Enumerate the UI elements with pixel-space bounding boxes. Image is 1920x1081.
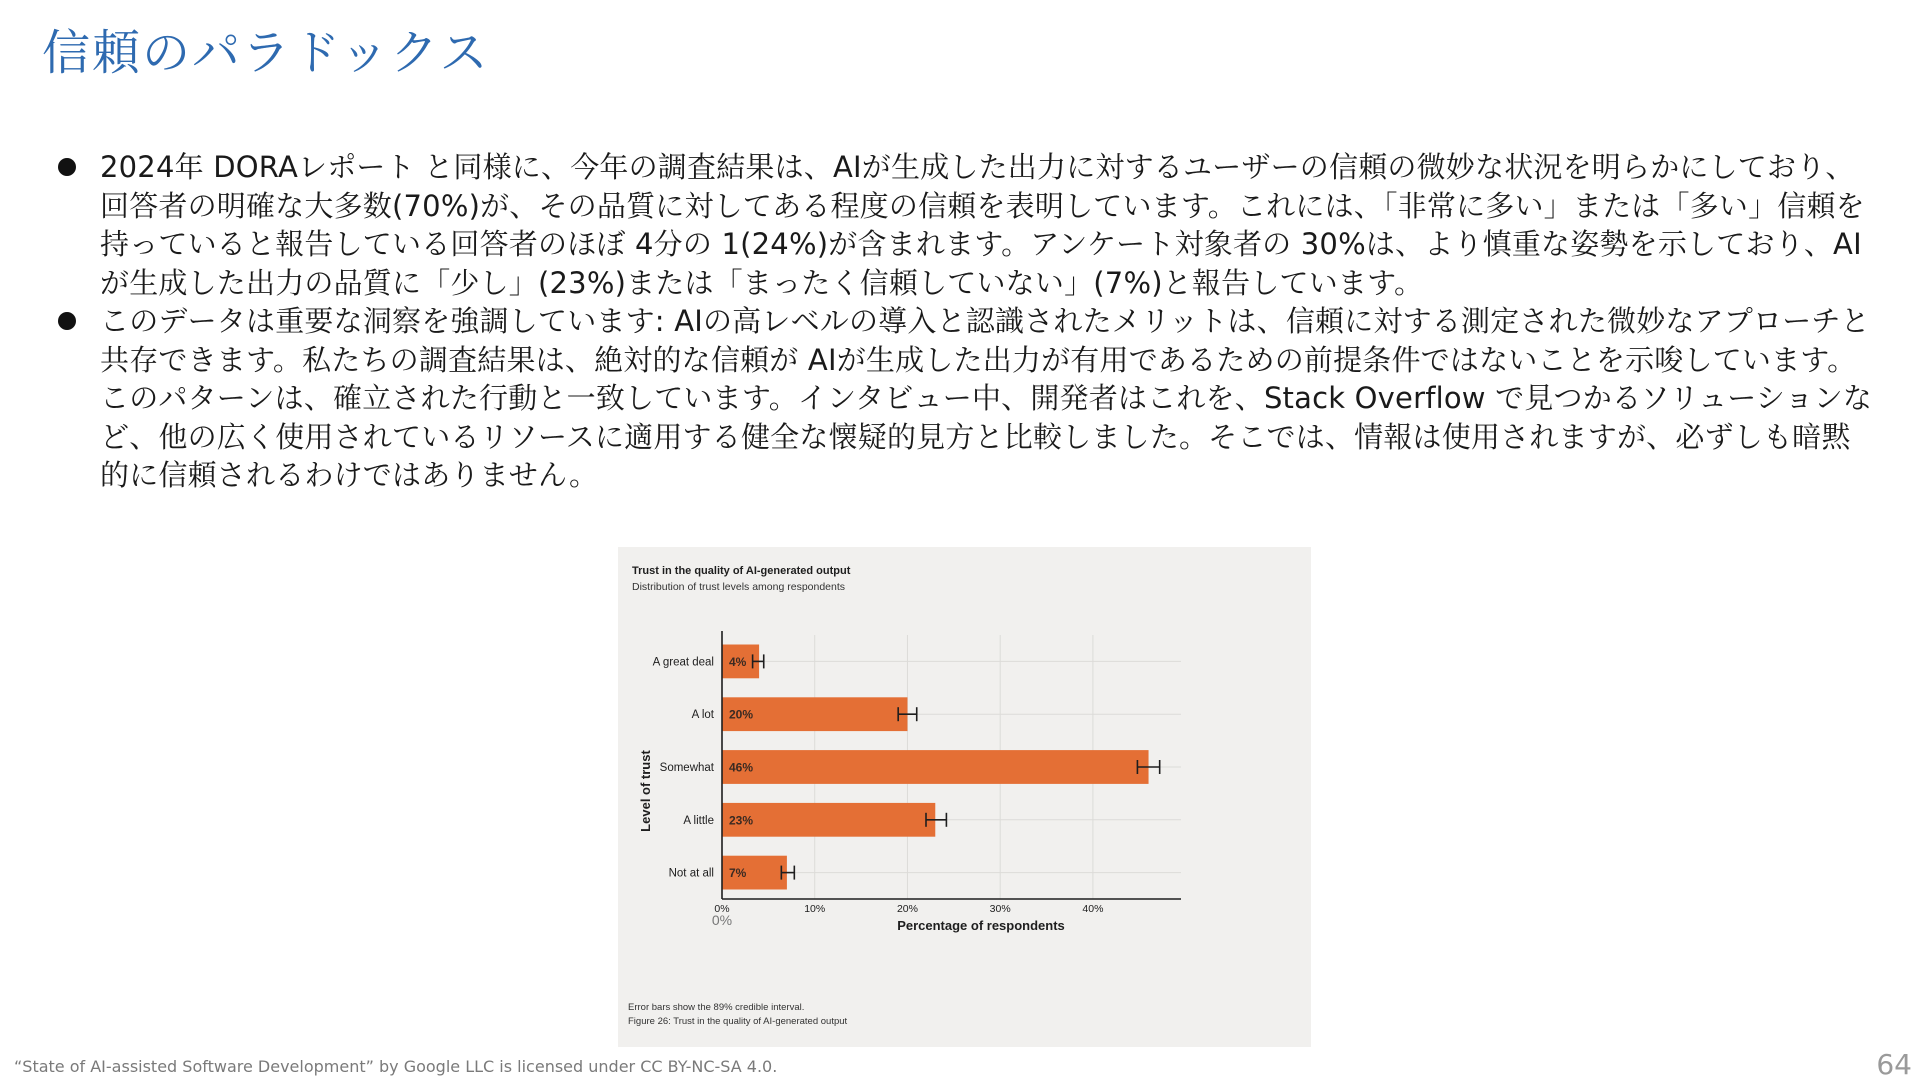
bar bbox=[722, 750, 1149, 784]
bullet-text: 2024年 DORAレポート と同様に、今年の調査結果は、AIが生成した出力に対するユーザーの信頼の微妙な状況を明らかにしており、回答者の明確な大多数(70%)が、その品質に対してある程度の信頼を表明しています。これには、「非常に多い」または「多い」信頼を持っていると報告している回答者のほぼ 4分の 1(24%)が含まれます。アンケート対象者の 30%は、より慎重な姿勢を示しており、AIが生成した出力の品質に「少し」(23%)または「まったく信頼していない」(7%)と報告しています。 bbox=[100, 150, 1865, 300]
x-axis-label: Percentage of respondents bbox=[897, 918, 1065, 933]
category-label: A great deal bbox=[652, 656, 714, 669]
x-tick-label: 30% bbox=[989, 903, 1011, 915]
x-tick-label: 20% bbox=[896, 903, 918, 915]
x-tick-label: 0% bbox=[714, 903, 730, 915]
bullet-text: このデータは重要な洞察を強調しています: AIの高レベルの導入と認識されたメリットは、信頼に対する測定された微妙なアプローチと共存できます。私たちの調査結果は、絶対的な信頼が AIが生成した出力が有用であるための前提条件ではないことを示唆しています。このパターンは、確立された行動と一致しています。インタビュー中、開発者はこれを、Stack Overflow で見つかるソリューションなど、他の広く使用されているリソースに適用する健全な懐疑的見方と比較しました。そこでは、情報は使用されますが、必ずしも暗黙的に信頼されるわけではありません。 bbox=[100, 304, 1873, 492]
bar bbox=[722, 803, 935, 837]
chart-footnote: Error bars show the 89% credible interval. bbox=[628, 1002, 805, 1013]
chart-panel bbox=[618, 547, 1311, 1047]
bar-value-label: 23% bbox=[729, 813, 754, 828]
bullet-dot-icon bbox=[58, 158, 76, 176]
chart-subtitle: Distribution of trust levels among respondents bbox=[632, 581, 846, 593]
x-tick-label: 10% bbox=[804, 903, 826, 915]
bullet-item bbox=[58, 148, 1878, 302]
category-label: Not at all bbox=[668, 867, 714, 880]
license-footer: “State of AI-assisted Software Development” by Google LLC is licensed under CC BY-NC-SA 4.0. bbox=[14, 1057, 778, 1076]
y-axis-label: Level of trust bbox=[638, 750, 653, 832]
bar-value-label: 20% bbox=[729, 707, 754, 722]
bullet-dot-icon bbox=[58, 312, 76, 330]
page-number: 64 bbox=[1876, 1048, 1912, 1081]
bar-value-label: 7% bbox=[729, 866, 747, 881]
category-label: A little bbox=[683, 814, 714, 827]
chart-title: Trust in the quality of AI-generated output bbox=[632, 565, 851, 577]
figure-caption: Figure 26: Trust in the quality of AI-generated output bbox=[628, 1016, 848, 1027]
bullet-item bbox=[58, 302, 1878, 495]
x-tick-label: 0% bbox=[711, 912, 733, 928]
category-label: A lot bbox=[691, 709, 714, 722]
bar-value-label: 46% bbox=[729, 760, 754, 775]
x-tick-label: 40% bbox=[1082, 903, 1104, 915]
trust-bar-chart bbox=[618, 547, 1311, 1047]
bullet-list bbox=[58, 148, 1878, 495]
category-label: Somewhat bbox=[659, 762, 714, 774]
bars bbox=[722, 645, 1160, 890]
bar-value-label: 4% bbox=[729, 654, 747, 669]
slide-title: 信頼のパラドックス bbox=[42, 25, 490, 81]
